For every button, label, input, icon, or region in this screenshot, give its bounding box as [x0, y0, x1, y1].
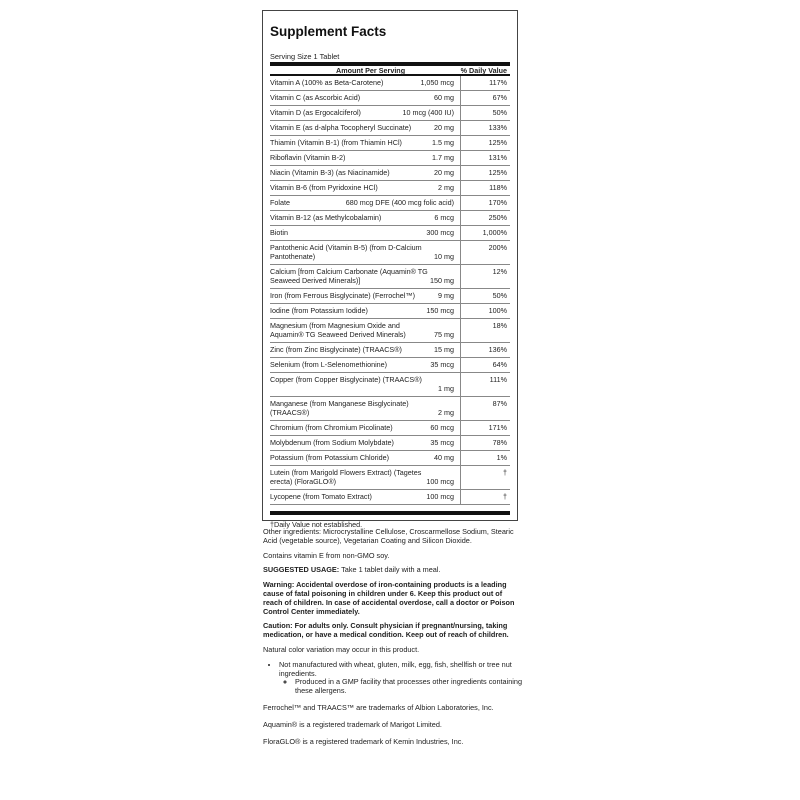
- nutrient-cell: [270, 154, 460, 165]
- nutrient-row: [270, 121, 510, 136]
- suggested-usage: [263, 566, 523, 575]
- daily-value: 1,000%: [460, 226, 510, 240]
- nutrient-amount: 35 mcg: [430, 360, 454, 369]
- nutrient-name: Zinc (from Zinc Bisglycinate) (TRAACS®): [270, 345, 402, 354]
- nutrient-row: [270, 319, 510, 343]
- daily-value: †: [460, 466, 510, 489]
- nutrient-name: Selenium (from L-Selenomethionine): [270, 360, 388, 369]
- nutrient-amount: 1 mg: [438, 383, 454, 393]
- nutrient-name: Vitamin A (100% as Beta-Carotene): [270, 78, 384, 87]
- nutrient-amount: 60 mcg: [430, 423, 454, 432]
- nutrient-amount: 2 mg: [438, 183, 454, 192]
- nutrient-table: [270, 76, 510, 505]
- daily-value: 133%: [460, 121, 510, 135]
- nutrient-cell: [270, 469, 460, 489]
- panel-title: Supplement Facts: [270, 24, 387, 39]
- nutrient-amount: 1,050 mcg: [420, 78, 454, 87]
- nutrient-row: [270, 196, 510, 211]
- allergen-item: [279, 661, 523, 696]
- nutrient-name: Iron (from Ferrous Bisglycinate) (Ferrochel™): [270, 291, 415, 300]
- nutrient-amount: 150 mg: [430, 275, 454, 285]
- nutrient-row: [270, 397, 510, 421]
- nutrient-name: Manganese (from Manganese Bisglycinate) (TRAACS®): [270, 399, 409, 417]
- nutrient-name: Copper (from Copper Bisglycinate) (TRAACS®): [270, 375, 422, 384]
- nutrient-row: [270, 451, 510, 466]
- nutrient-row: [270, 76, 510, 91]
- nutrient-cell: [270, 346, 460, 357]
- serving-size: Serving Size 1 Tablet: [270, 52, 340, 61]
- nutrient-cell: [270, 376, 460, 396]
- nutrient-cell: [270, 322, 460, 342]
- daily-value: 170%: [460, 196, 510, 210]
- nutrient-name: Vitamin E (as d-alpha Tocopheryl Succinate): [270, 123, 412, 132]
- nutrient-name: Vitamin B-6 (from Pyridoxine HCl): [270, 183, 378, 192]
- nutrient-amount: 9 mg: [438, 291, 454, 300]
- nutrient-amount: 680 mcg DFE (400 mcg folic acid): [345, 198, 454, 207]
- usage-text: Take 1 tablet daily with a meal.: [339, 565, 441, 575]
- nutrient-amount: 2 mg: [438, 407, 454, 417]
- column-header: [270, 66, 510, 76]
- nutrient-row: [270, 373, 510, 397]
- nutrient-row: [270, 466, 510, 490]
- nutrient-row: [270, 436, 510, 451]
- nutrient-name: Thiamin (Vitamin B-1) (from Thiamin HCl): [270, 138, 402, 147]
- nutrient-name: Vitamin B-12 (as Methylcobalamin): [270, 213, 382, 222]
- nutrient-row: [270, 166, 510, 181]
- nutrient-cell: [270, 124, 460, 135]
- daily-value: 250%: [460, 211, 510, 225]
- nutrient-cell: [270, 94, 460, 105]
- daily-value: 117%: [460, 76, 510, 90]
- nutrient-amount: 10 mg: [434, 251, 454, 261]
- daily-value: 131%: [460, 151, 510, 165]
- nutrient-name: Magnesium (from Magnesium Oxide and Aquamin® TG Seaweed Derived Minerals): [270, 321, 406, 339]
- nutrient-row: [270, 343, 510, 358]
- nutrient-cell: [270, 139, 460, 150]
- daily-value: 136%: [460, 343, 510, 357]
- trademark-albion: Ferrochel™ and TRAACS™ are trademarks of Albion Laboratories, Inc.: [263, 702, 494, 712]
- daily-value: 100%: [460, 304, 510, 318]
- nutrient-name: Iodine (from Potassium Iodide): [270, 306, 368, 315]
- daily-value: 87%: [460, 397, 510, 420]
- daily-value: 111%: [460, 373, 510, 396]
- daily-value: 118%: [460, 181, 510, 195]
- daily-value-header: % Daily Value: [460, 66, 507, 75]
- bottom-divider: [270, 511, 510, 515]
- nutrient-amount: 75 mg: [434, 329, 454, 339]
- daily-value: 125%: [460, 136, 510, 150]
- nutrient-row: [270, 106, 510, 121]
- daily-value: 200%: [460, 241, 510, 264]
- color-note: Natural color variation may occur in this product.: [263, 644, 420, 654]
- nutrient-cell: [270, 400, 460, 420]
- allergen-sublist: [295, 678, 523, 696]
- nutrient-name: Lutein (from Marigold Flowers Extract) (Tagetes erecta) (FloraGLO®): [270, 468, 422, 486]
- nutrient-cell: [270, 184, 460, 195]
- nutrient-cell: [270, 424, 460, 435]
- nutrient-amount: 6 mcg: [434, 213, 454, 222]
- daily-value: †: [460, 490, 510, 504]
- nutrient-name: Vitamin D (as Ergocalciferol): [270, 108, 361, 117]
- nutrient-amount: 100 mcg: [426, 476, 454, 486]
- daily-value: 12%: [460, 265, 510, 288]
- allergen-text: Not manufactured with wheat, gluten, milk, egg, fish, shellfish or tree nut ingredients.: [279, 659, 512, 678]
- daily-value: 78%: [460, 436, 510, 450]
- nutrient-name: Lycopene (from Tomato Extract): [270, 492, 372, 501]
- nutrient-cell: [270, 454, 460, 465]
- caution-note: Caution: For adults only. Consult physician if pregnant/nursing, taking medication, or have a medical condition. Keep out of reach of children.: [263, 621, 509, 640]
- nutrient-amount: 10 mcg (400 IU): [402, 108, 454, 117]
- vitamin-e-note: Contains vitamin E from non-GMO soy.: [263, 550, 390, 560]
- nutrient-row: [270, 289, 510, 304]
- nutrient-amount: 150 mcg: [426, 306, 454, 315]
- nutrient-name: Chromium (from Chromium Picolinate): [270, 423, 393, 432]
- other-ingredients: Other ingredients: Microcrystalline Cellulose, Croscarmellose Sodium, Stearic Acid (vegetable source), Vegetarian Coating and Silicon Dioxide.: [263, 527, 514, 545]
- nutrient-name: Potassium (from Potassium Chloride): [270, 453, 390, 462]
- daily-value: 125%: [460, 166, 510, 180]
- nutrient-row: [270, 490, 510, 505]
- nutrient-amount: 35 mcg: [430, 438, 454, 447]
- nutrient-row: [270, 265, 510, 289]
- nutrient-name: Riboflavin (Vitamin B-2): [270, 153, 346, 162]
- trademark-aquamin: Aquamin® is a registered trademark of Marigot Limited.: [263, 719, 442, 729]
- daily-value: 171%: [460, 421, 510, 435]
- allergen-list: [279, 661, 523, 696]
- label-text: [263, 528, 523, 752]
- daily-value: 18%: [460, 319, 510, 342]
- nutrient-cell: [270, 214, 460, 225]
- nutrient-name: Folate: [270, 198, 290, 207]
- nutrient-amount: 1.5 mg: [432, 138, 454, 147]
- nutrient-row: [270, 226, 510, 241]
- nutrient-amount: 1.7 mg: [432, 153, 454, 162]
- nutrient-name: Biotin: [270, 228, 288, 237]
- nutrient-amount: 20 mg: [434, 168, 454, 177]
- nutrient-name: Vitamin C (as Ascorbic Acid): [270, 93, 361, 102]
- nutrient-name: Pantothenic Acid (Vitamin B-5) (from D-Calcium Pantothenate): [270, 243, 422, 261]
- nutrient-amount: 100 mcg: [426, 492, 454, 501]
- footnote: †Daily Value not established.: [270, 520, 363, 529]
- nutrient-row: [270, 136, 510, 151]
- nutrient-name: Calcium [from Calcium Carbonate (Aquamin® TG Seaweed Derived Minerals)]: [270, 267, 428, 285]
- nutrient-cell: [270, 79, 460, 90]
- nutrient-cell: [270, 244, 460, 264]
- nutrient-cell: [270, 439, 460, 450]
- nutrient-cell: [270, 493, 460, 504]
- nutrient-cell: [270, 169, 460, 180]
- nutrient-name: Niacin (Vitamin B-3) (as Niacinamide): [270, 168, 390, 177]
- nutrient-row: [270, 181, 510, 196]
- allergen-subitem: ◦ Produced in a GMP facility that processes other ingredients containing these allergens.: [295, 678, 523, 696]
- nutrient-cell: [270, 199, 460, 210]
- nutrient-cell: [270, 109, 460, 120]
- nutrient-cell: [270, 361, 460, 372]
- nutrient-row: [270, 304, 510, 319]
- nutrient-cell: [270, 307, 460, 318]
- daily-value: 50%: [460, 289, 510, 303]
- nutrient-cell: [270, 268, 460, 288]
- daily-value: 64%: [460, 358, 510, 372]
- daily-value: 50%: [460, 106, 510, 120]
- amount-header: Amount Per Serving: [336, 66, 406, 75]
- nutrient-row: [270, 421, 510, 436]
- nutrient-amount: 300 mcg: [426, 228, 454, 237]
- supplement-facts-panel: [262, 10, 518, 529]
- nutrient-amount: 60 mg: [434, 93, 454, 102]
- nutrient-row: [270, 151, 510, 166]
- nutrient-amount: 15 mg: [434, 345, 454, 354]
- nutrient-amount: 20 mg: [434, 123, 454, 132]
- nutrient-cell: [270, 292, 460, 303]
- nutrient-name: Molybdenum (from Sodium Molybdate): [270, 438, 394, 447]
- daily-value: 1%: [460, 451, 510, 465]
- daily-value: 67%: [460, 91, 510, 105]
- trademark-floraglo: FloraGLO® is a registered trademark of Kemin Industries, Inc.: [263, 736, 464, 746]
- nutrient-amount: 40 mg: [434, 453, 454, 462]
- nutrient-row: [270, 241, 510, 265]
- nutrient-row: [270, 91, 510, 106]
- iron-warning: Warning: Accidental overdose of iron-containing products is a leading cause of fatal poisoning in children under 6. Keep this product out of reach of children. In case of accidental overdose, call a doctor or Poison Control Center immediately.: [263, 580, 515, 616]
- nutrient-row: [270, 211, 510, 226]
- nutrient-row: [270, 358, 510, 373]
- nutrient-cell: [270, 229, 460, 240]
- usage-label: SUGGESTED USAGE:: [263, 565, 340, 575]
